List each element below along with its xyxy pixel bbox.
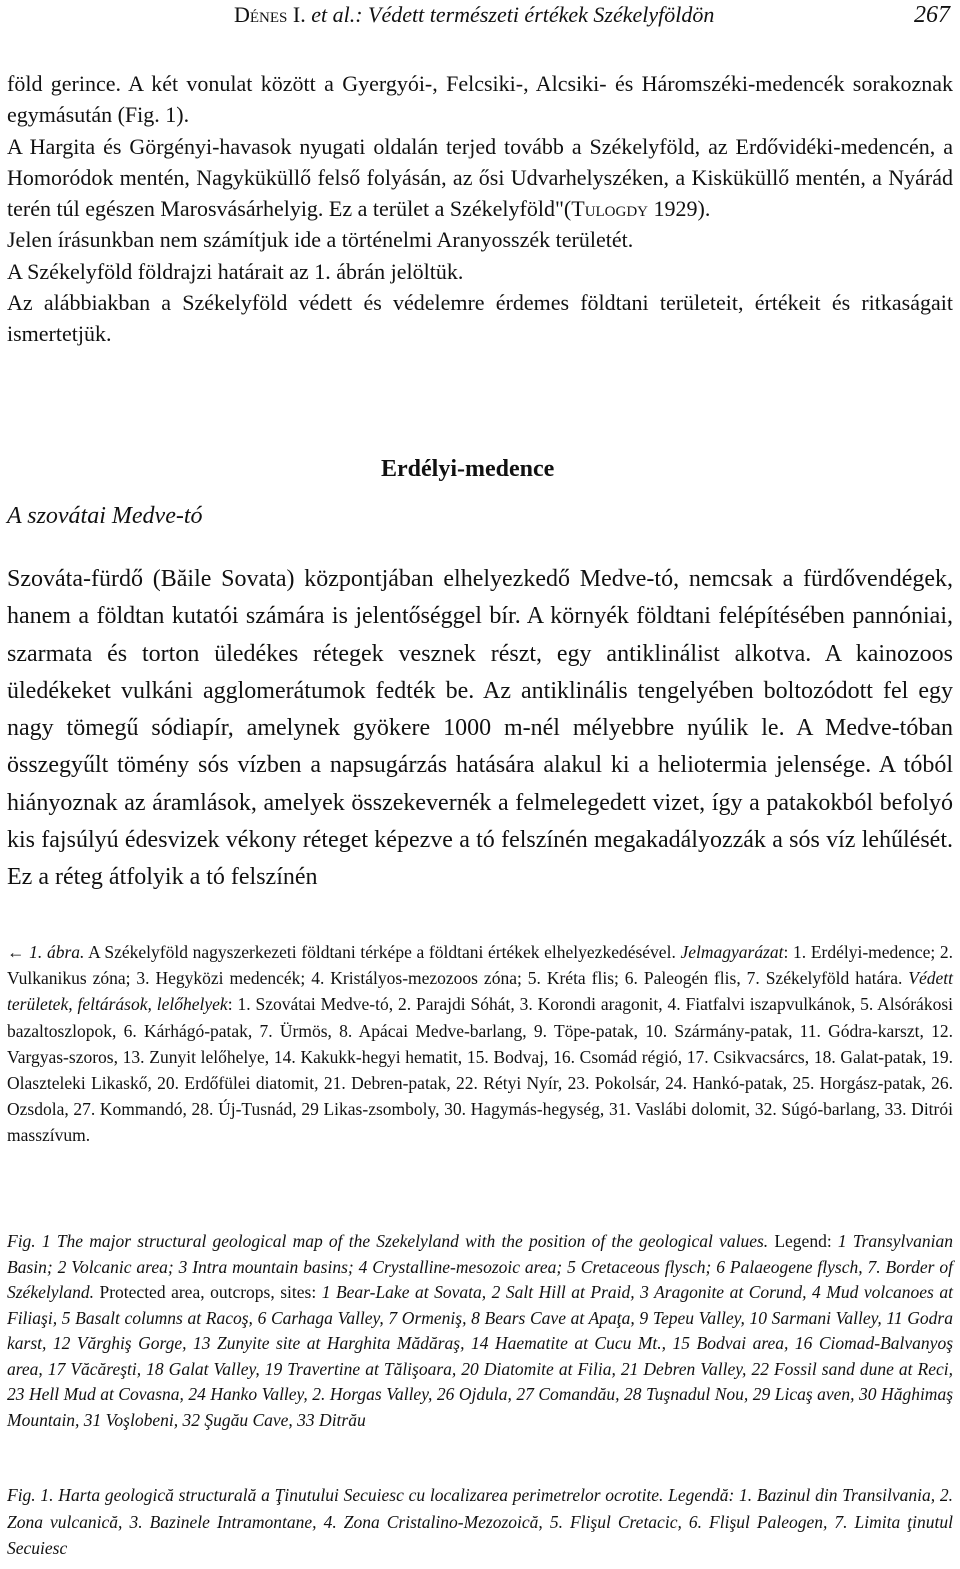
intro-text <box>7 68 953 350</box>
section-paragraph: Szováta-fürdő (Băile Sovata) központjában elhelyezkedő Medve-tó, nemcsak a fürdővendégek, hanem a földtan kutatói számára is jelentőséggel bír. A környék földtani felépítésében pannóniai, szarmata és torton üledékes rétegek vesznek részt, egy antiklinálist alkotva. A kainozoos üledékeket vulkáni agglomerátumok fedték be. Az antiklinális tengelyében boltozódott fel egy nagy tömegű sódiapír, amelynek gyökere 1000 m-nél mélyebbre nyúlik le. A Medve-tóban összegyűlt tömény sós vízben a napsugárzás hatására alakul ki a heliotermia jelensége. A tóból hiányoznak az áramlások, amelyek összekevernék a felmelegedett vizet, így a patakokból befolyó kis fajsúlyú édesvizek vékony réteget képezve a tó felszínén megakadályozzák a sós víz lehűlését. Ez a réteg átfolyik a tó felszínén <box>7 566 953 891</box>
running-header <box>0 2 960 32</box>
intro-paragraph-2 <box>7 131 953 225</box>
intro-paragraph-5: Az alábbiakban a Székelyföld védett és védelemre érdemes földtani területeit, értékeit és ritkaságait ismertetjük. <box>7 290 953 347</box>
section-heading: Erdélyi-medence <box>381 456 555 482</box>
caption-ro-text: Fig. 1. Harta geologică structurală a Ţinutului Secuiesc cu localizarea perimetrelor ocrotite. Legendă: 1. Bazinul din Transilvania, 2. Zona vulcanică, 3. Bazinele Intramontane, 4. Zona Cristalino-Mezozoică, 5. Flişul Cretacic, 6. Flişul Paleogen, 7. Limita ţinutul Secuiesc <box>7 1485 953 1558</box>
running-title <box>234 2 714 28</box>
caption-en-title: Fig. 1 The major structural geological map of the Szekelyland with the position of the geological values. <box>7 1231 769 1251</box>
header-title: et al.: Védett természeti értékek Székelyföldön <box>305 2 715 27</box>
section-body <box>7 561 953 897</box>
citation-year: 1929). <box>648 196 711 222</box>
caption-hu-legend-label: Jelmagyarázat <box>680 942 784 962</box>
figure-caption-english <box>7 1229 953 1433</box>
caption-hu-label: 1. ábra. <box>24 942 85 962</box>
intro-paragraph-3: Jelen írásunkban nem számítjuk ide a történelmi Aranyosszék területét. <box>7 227 634 253</box>
page-number: 267 <box>914 2 950 28</box>
intro-paragraph-1: föld gerince. A két vonulat között a Gyergyói-, Felcsiki-, Alcsiki- és Háromszéki-medencék sorakoznak egymásután (Fig. 1). <box>7 71 953 128</box>
subsection-heading: A szovátai Medve-tó <box>7 503 203 529</box>
caption-hu-legend: : 1. Erdélyi-medence; 2. Vulkanikus zóna; 3. Hegyközi medencék; 4. Kristályos-mezozoos zóna; 5. Kréta flis; 6. Paleogén flis, 7. Székelyföld határa. <box>7 942 953 989</box>
arrow-left-icon: ← <box>7 942 25 962</box>
caption-hu-sites-label: Védett területek, feltárások, lelőhelyek <box>7 968 953 1015</box>
intro-paragraph-4: A Székelyföld földrajzi határait az 1. ábrán jelöltük. <box>7 258 464 284</box>
caption-en-legend: 1 Transylvanian Basin; 2 Volcanic area; 3 Intra mountain basins; 4 Crystalline-mesozoic area; 5 Cretaceous flysch; 6 Palaeogene flysch, 7. Border of Székelyland. <box>7 1231 953 1302</box>
caption-en-sites: 1 Bear-Lake at Sovata, 2 Salt Hill at Praid, 3 Aragonite at Corund, 4 Mud volcanoes at Filiaşi, 5 Basalt columns at Racoş, 6 Carhaga Valley, 7 Ormeniş, 8 Bears Cave at Apaţa, 9 Tepeu Valley, 10 Sarmani Valley, 11 Godra karst, 12 Vărghiş Gorge, 13 Zunyite site at Harghita Mădăraş, 14 Haematite at Cucu Mt., 15 Bodvai area, 16 Ciomad-Balvanyoş area, 17 Văcăreşti, 18 Galat Valley, 19 Travertine at Tălişoara, 20 Diatomite at Filia, 21 Debren Valley, 22 Fossil sand dune at Reci, 23 Hell Mud at Covasna, 24 Hanko Valley, 2. Horgas Valley, 26 Ojdula, 27 Comandău, 28 Tuşnadul Nou, 29 Licaş aven, 30 Hăghimaş Mountain, 31 Voşlobeni, 32 Şugău Cave, 33 Ditrău <box>7 1282 953 1430</box>
header-author: Dénes I. <box>234 2 306 27</box>
caption-hu-sites: : 1. Szovátai Medve-tó, 2. Parajdi Sóhát, 3. Korondi aragonit, 4. Fiatfalvi iszapvulkánok, 5. Alsórákosi bazaltoszlopok, 6. Kárhágó-patak, 7. Ürmös, 8. Apácai Medve-barlang, 9. Töpe-patak, 10. Szármány-patak, 11. Gódra-karszt, 12. Vargyas-szoros, 13. Zunyit lelőhelye, 14. Kakukk-hegyi hematit, 15. Bodvaj, 16. Csomád régió, 17. Csikvacsárcs, 18. Galat-patak, 19. Olaszteleki Likaskő, 20. Erdőfülei diatomit, 21. Debren-patak, 22. Rétyi Nyír, 23. Pokolsár, 24. Hankó-patak, 25. Horgász-patak, 26. Ozsdola, 27. Kommandó, 28. Új-Tusnád, 29 Likas-zsomboly, 30. Hagymás-hegység, 31. Vaslábi dolomit, 32. Súgó-barlang, 33. Ditrói masszívum. <box>7 994 953 1146</box>
citation-author: Tulogdy <box>571 196 649 222</box>
figure-caption-romanian <box>7 1482 953 1562</box>
caption-en-text <box>7 1229 953 1433</box>
caption-hu-title: A Székelyföld nagyszerkezeti földtani térképe a földtani értékek elhelyezkedésével. <box>84 942 681 962</box>
caption-en-protected-label: Protected area, outcrops, sites: <box>93 1282 322 1302</box>
caption-hu-text <box>7 939 953 1149</box>
figure-caption-hungarian <box>7 939 953 1149</box>
caption-en-legend-label: Legend: <box>768 1231 838 1251</box>
intro-p2-text: A Hargita és Görgényi-havasok nyugati oldalán terjed tovább a Székelyföld, az Erdővidéki-medencén, a Homoródok mentén, Nagyküküllő felső folyásán, az ősi Udvarhelyszéken, a Kisküküllő mentén, a Nyárád terén túl egészen Marosvásárhelyig. Ez a terület a Székelyföld"( <box>7 133 953 222</box>
